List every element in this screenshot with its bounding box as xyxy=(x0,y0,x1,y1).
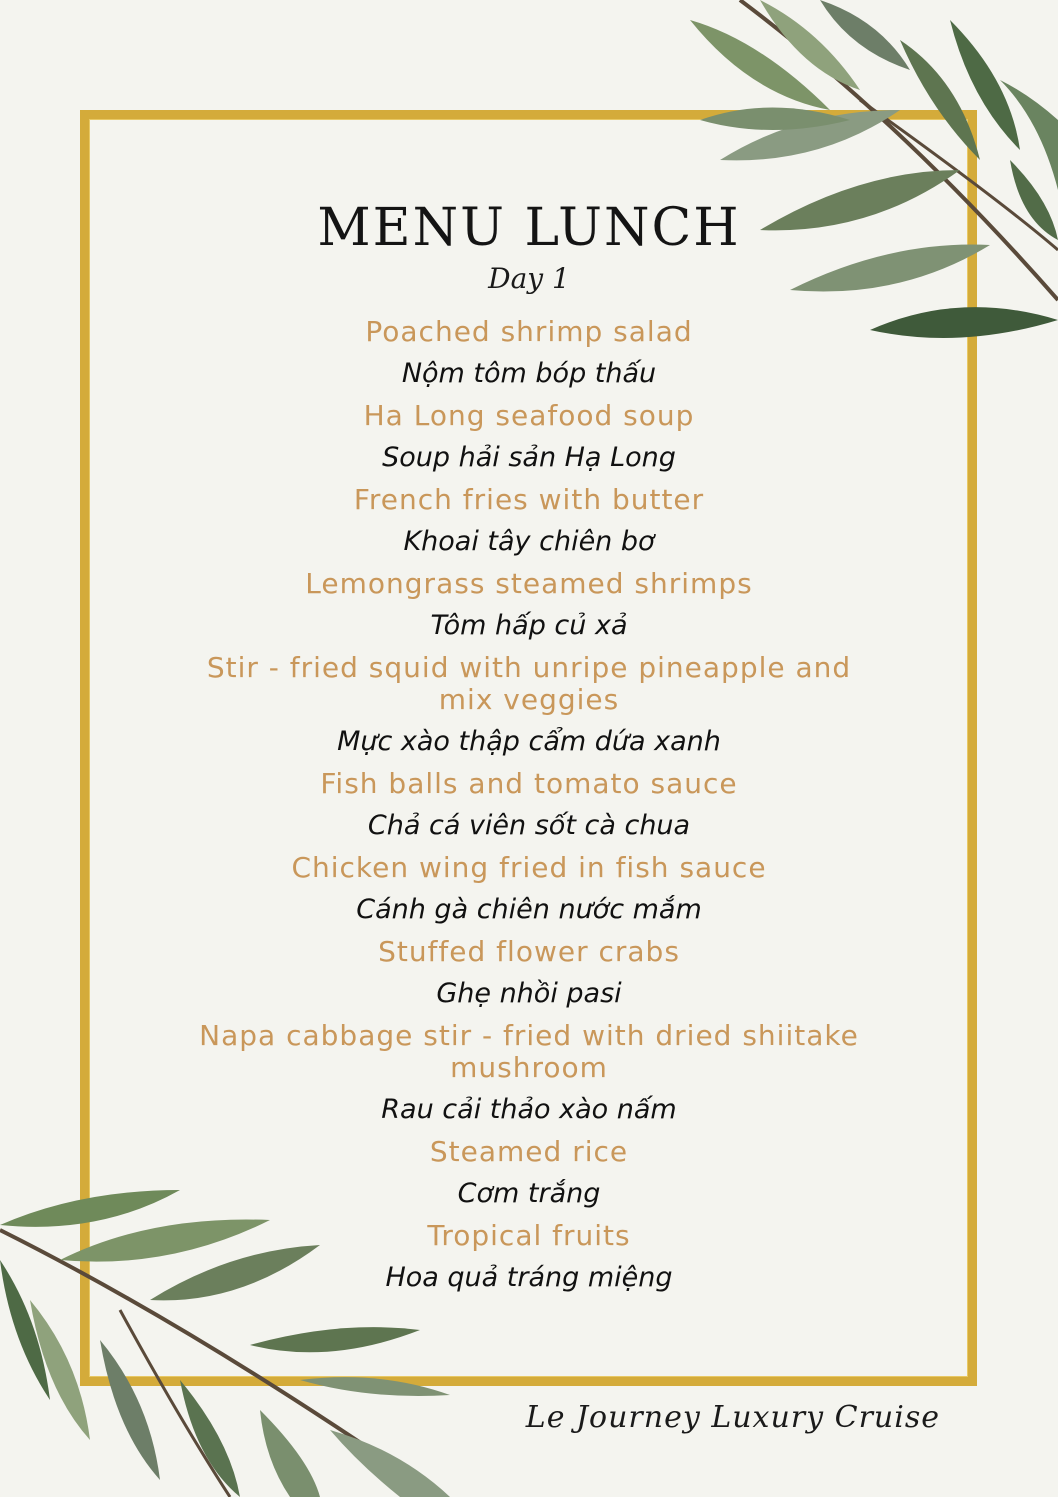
dish-name-vietnamese: Mực xào thập cẩm dứa xanh xyxy=(337,726,721,757)
dish-name-vietnamese: Tôm hấp củ xả xyxy=(430,610,628,641)
dish-name-vietnamese: Nộm tôm bóp thấu xyxy=(401,358,657,389)
dish-name-english: Poached shrimp salad xyxy=(365,315,693,348)
dish-name-vietnamese: Cánh gà chiên nước mắm xyxy=(356,894,702,925)
list-item xyxy=(179,1220,879,1294)
dish-name-english: Lemongrass steamed shrimps xyxy=(305,567,753,600)
dish-name-vietnamese: Ghẹ nhồi pasi xyxy=(436,978,622,1009)
list-item xyxy=(179,652,879,758)
dish-name-vietnamese: Cơm trắng xyxy=(457,1178,601,1209)
brand-footer: Le Journey Luxury Cruise xyxy=(525,1400,940,1435)
menu-day: Day 1 xyxy=(488,262,570,295)
dish-list xyxy=(0,316,1058,1304)
list-item xyxy=(179,316,879,390)
dish-name-vietnamese: Khoai tây chiên bơ xyxy=(403,526,655,557)
dish-name-vietnamese: Rau cải thảo xào nấm xyxy=(381,1094,677,1125)
list-item xyxy=(179,936,879,1010)
dish-name-english: Chicken wing fried in fish sauce xyxy=(291,851,767,884)
list-item xyxy=(179,1020,879,1126)
dish-name-english: Napa cabbage stir - fried with dried shiitake mushroom xyxy=(199,1019,859,1084)
dish-name-english: French fries with butter xyxy=(353,483,705,516)
dish-name-vietnamese: Chả cá viên sốt cà chua xyxy=(367,810,691,841)
list-item xyxy=(179,768,879,842)
dish-name-english: Stir - fried squid with unripe pineapple and mix veggies xyxy=(206,651,852,716)
dish-name-vietnamese: Soup hải sản Hạ Long xyxy=(382,442,676,473)
dish-name-english: Steamed rice xyxy=(429,1135,629,1168)
dish-name-english: Tropical fruits xyxy=(427,1219,631,1252)
list-item xyxy=(179,484,879,558)
dish-name-english: Stuffed flower crabs xyxy=(378,935,680,968)
list-item xyxy=(179,568,879,642)
dish-name-english: Ha Long seafood soup xyxy=(363,399,695,432)
list-item xyxy=(179,400,879,474)
menu-title: MENU LUNCH xyxy=(317,198,741,258)
dish-name-english: Fish balls and tomato sauce xyxy=(320,767,738,800)
list-item xyxy=(179,852,879,926)
dish-name-vietnamese: Hoa quả tráng miệng xyxy=(385,1262,673,1293)
list-item xyxy=(179,1136,879,1210)
